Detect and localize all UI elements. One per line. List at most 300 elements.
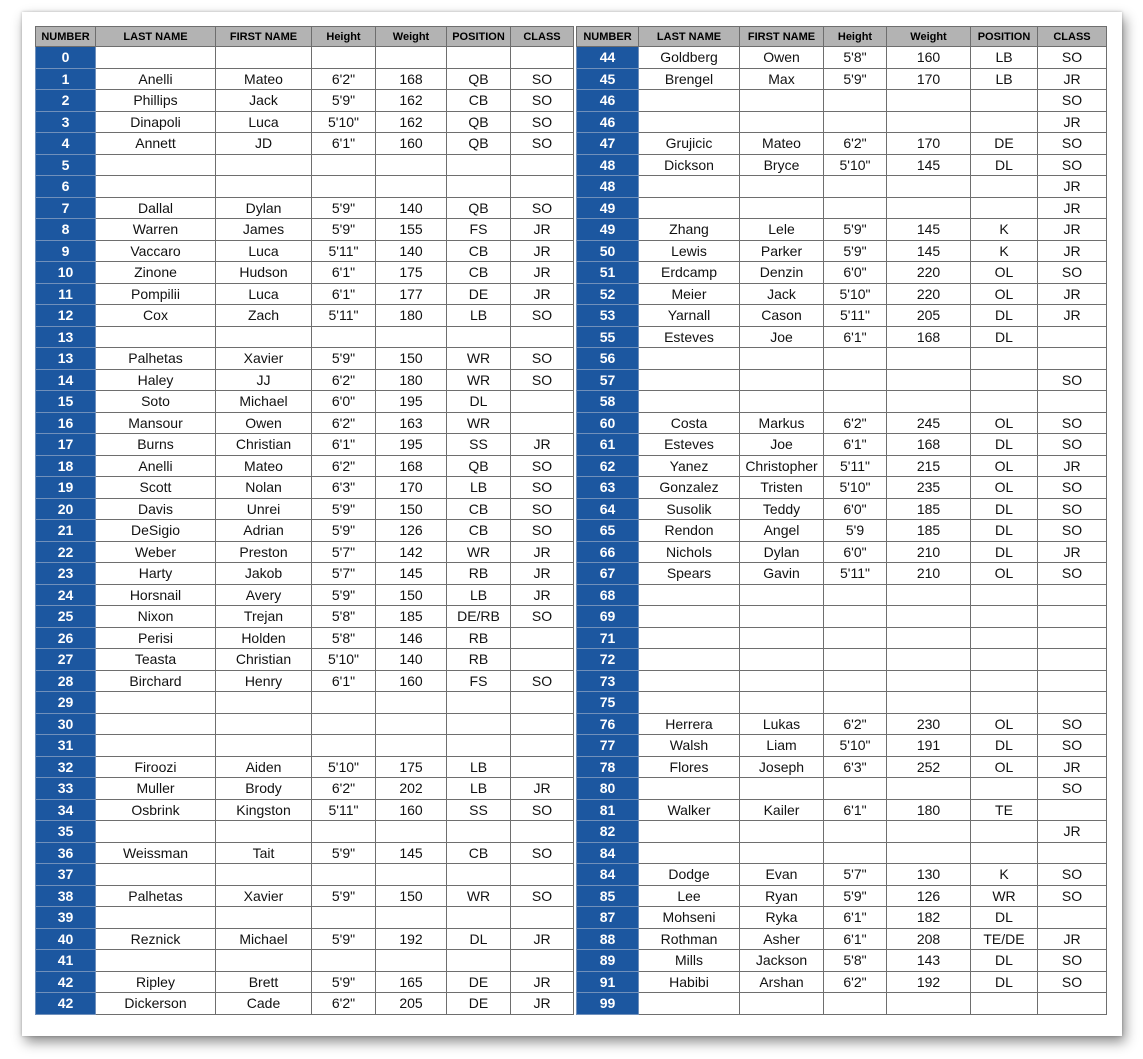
height-cell: 6'0": [312, 391, 376, 413]
first-name-cell: Ryka: [740, 907, 824, 929]
jersey-number-cell: 16: [36, 412, 96, 434]
weight-cell: 160: [376, 799, 447, 821]
position-cell: OL: [971, 262, 1038, 284]
weight-cell: 252: [887, 756, 971, 778]
jersey-number-cell: 31: [36, 735, 96, 757]
player-row: [577, 735, 1107, 757]
first-name-cell: Jack: [740, 283, 824, 305]
first-name-cell: Luca: [216, 240, 312, 262]
position-cell: [971, 391, 1038, 413]
class-cell: [1038, 649, 1107, 671]
position-cell: DL: [971, 434, 1038, 456]
jersey-number-cell: 32: [36, 756, 96, 778]
height-cell: 5'9": [824, 68, 887, 90]
first-name-cell: Adrian: [216, 520, 312, 542]
jersey-number-cell: 4: [36, 133, 96, 155]
header-first-name: FIRST NAME: [216, 27, 312, 47]
weight-cell: 126: [887, 885, 971, 907]
height-cell: 6'1": [824, 434, 887, 456]
jersey-number-cell: 66: [577, 541, 639, 563]
first-name-cell: Tait: [216, 842, 312, 864]
height-cell: 5'7": [312, 563, 376, 585]
class-cell: SO: [511, 477, 574, 499]
class-cell: SO: [1038, 133, 1107, 155]
height-cell: 6'2": [824, 412, 887, 434]
height-cell: 6'1": [312, 670, 376, 692]
class-cell: JR: [511, 584, 574, 606]
jersey-number-cell: 52: [577, 283, 639, 305]
position-cell: DL: [971, 735, 1038, 757]
last-name-cell: [96, 864, 216, 886]
weight-cell: [887, 993, 971, 1015]
class-cell: [1038, 348, 1107, 370]
first-name-cell: [740, 584, 824, 606]
weight-cell: 192: [376, 928, 447, 950]
position-cell: [447, 154, 511, 176]
weight-cell: 130: [887, 864, 971, 886]
position-cell: RB: [447, 563, 511, 585]
jersey-number-cell: 21: [36, 520, 96, 542]
position-cell: RB: [447, 649, 511, 671]
class-cell: SO: [511, 520, 574, 542]
height-cell: 5'8": [824, 47, 887, 69]
height-cell: [312, 176, 376, 198]
last-name-cell: [96, 326, 216, 348]
jersey-number-cell: 49: [577, 197, 639, 219]
header-position: POSITION: [447, 27, 511, 47]
weight-cell: [887, 176, 971, 198]
last-name-cell: Mansour: [96, 412, 216, 434]
class-cell: [1038, 584, 1107, 606]
last-name-cell: Palhetas: [96, 348, 216, 370]
last-name-cell: Weissman: [96, 842, 216, 864]
weight-cell: 126: [376, 520, 447, 542]
last-name-cell: Goldberg: [639, 47, 740, 69]
position-cell: QB: [447, 455, 511, 477]
header-position: POSITION: [971, 27, 1038, 47]
position-cell: QB: [447, 197, 511, 219]
first-name-cell: [740, 391, 824, 413]
class-cell: JR: [511, 928, 574, 950]
weight-cell: 182: [887, 907, 971, 929]
last-name-cell: Rothman: [639, 928, 740, 950]
first-name-cell: Brody: [216, 778, 312, 800]
position-cell: WR: [447, 541, 511, 563]
last-name-cell: Burns: [96, 434, 216, 456]
class-cell: SO: [1038, 477, 1107, 499]
height-cell: 6'2": [824, 713, 887, 735]
weight-cell: 142: [376, 541, 447, 563]
player-row: [577, 305, 1107, 327]
weight-cell: 230: [887, 713, 971, 735]
height-cell: 6'2": [312, 68, 376, 90]
last-name-cell: Flores: [639, 756, 740, 778]
first-name-cell: Xavier: [216, 885, 312, 907]
position-cell: CB: [447, 520, 511, 542]
last-name-cell: [639, 649, 740, 671]
class-cell: JR: [1038, 928, 1107, 950]
first-name-cell: Preston: [216, 541, 312, 563]
weight-cell: [376, 713, 447, 735]
player-row: [577, 111, 1107, 133]
last-name-cell: [96, 154, 216, 176]
height-cell: 6'0": [824, 498, 887, 520]
weight-cell: [887, 197, 971, 219]
position-cell: DL: [971, 305, 1038, 327]
last-name-cell: Herrera: [639, 713, 740, 735]
position-cell: DE: [447, 283, 511, 305]
last-name-cell: Pompilii: [96, 283, 216, 305]
class-cell: SO: [511, 842, 574, 864]
position-cell: FS: [447, 219, 511, 241]
player-row: [577, 348, 1107, 370]
header-row: [577, 27, 1107, 47]
player-row: [36, 649, 574, 671]
height-cell: [824, 348, 887, 370]
first-name-cell: Christian: [216, 434, 312, 456]
jersey-number-cell: 41: [36, 950, 96, 972]
height-cell: [824, 369, 887, 391]
first-name-cell: [740, 348, 824, 370]
jersey-number-cell: 62: [577, 455, 639, 477]
first-name-cell: Unrei: [216, 498, 312, 520]
last-name-cell: [96, 176, 216, 198]
jersey-number-cell: 25: [36, 606, 96, 628]
height-cell: 5'11": [312, 305, 376, 327]
first-name-cell: [216, 326, 312, 348]
position-cell: CB: [447, 842, 511, 864]
weight-cell: [887, 111, 971, 133]
jersey-number-cell: 87: [577, 907, 639, 929]
position-cell: [971, 993, 1038, 1015]
last-name-cell: Firoozi: [96, 756, 216, 778]
jersey-number-cell: 76: [577, 713, 639, 735]
weight-cell: [376, 176, 447, 198]
player-row: [36, 477, 574, 499]
last-name-cell: Lewis: [639, 240, 740, 262]
player-row: [577, 197, 1107, 219]
jersey-number-cell: 50: [577, 240, 639, 262]
player-row: [36, 907, 574, 929]
first-name-cell: [740, 842, 824, 864]
weight-cell: 192: [887, 971, 971, 993]
position-cell: TE: [971, 799, 1038, 821]
jersey-number-cell: 81: [577, 799, 639, 821]
player-row: [577, 283, 1107, 305]
jersey-number-cell: 1: [36, 68, 96, 90]
jersey-number-cell: 68: [577, 584, 639, 606]
first-name-cell: [216, 735, 312, 757]
player-row: [577, 520, 1107, 542]
class-cell: JR: [1038, 219, 1107, 241]
class-cell: JR: [511, 283, 574, 305]
class-cell: [511, 47, 574, 69]
jersey-number-cell: 29: [36, 692, 96, 714]
player-row: [577, 993, 1107, 1015]
weight-cell: [376, 692, 447, 714]
last-name-cell: [639, 369, 740, 391]
class-cell: SO: [1038, 563, 1107, 585]
height-cell: 6'1": [824, 326, 887, 348]
player-row: [577, 68, 1107, 90]
first-name-cell: [216, 950, 312, 972]
player-row: [577, 864, 1107, 886]
class-cell: SO: [1038, 885, 1107, 907]
weight-cell: 175: [376, 262, 447, 284]
position-cell: DL: [971, 950, 1038, 972]
player-row: [577, 477, 1107, 499]
position-cell: OL: [971, 563, 1038, 585]
first-name-cell: Henry: [216, 670, 312, 692]
height-cell: 6'1": [312, 283, 376, 305]
player-row: [577, 133, 1107, 155]
weight-cell: 145: [376, 563, 447, 585]
jersey-number-cell: 38: [36, 885, 96, 907]
height-cell: 6'2": [312, 455, 376, 477]
player-row: [577, 649, 1107, 671]
height-cell: 5'9": [824, 219, 887, 241]
height-cell: 5'9": [312, 219, 376, 241]
weight-cell: 180: [376, 305, 447, 327]
first-name-cell: Bryce: [740, 154, 824, 176]
height-cell: [824, 821, 887, 843]
jersey-number-cell: 56: [577, 348, 639, 370]
position-cell: [971, 778, 1038, 800]
position-cell: LB: [447, 477, 511, 499]
last-name-cell: Dinapoli: [96, 111, 216, 133]
class-cell: [511, 692, 574, 714]
height-cell: 5'9": [312, 885, 376, 907]
position-cell: [447, 864, 511, 886]
player-row: [36, 864, 574, 886]
last-name-cell: Brengel: [639, 68, 740, 90]
last-name-cell: DeSigio: [96, 520, 216, 542]
position-cell: [971, 606, 1038, 628]
player-row: [577, 584, 1107, 606]
position-cell: [971, 197, 1038, 219]
last-name-cell: Grujicic: [639, 133, 740, 155]
first-name-cell: Joe: [740, 326, 824, 348]
position-cell: DL: [971, 971, 1038, 993]
first-name-cell: Luca: [216, 111, 312, 133]
class-cell: [511, 627, 574, 649]
class-cell: SO: [511, 670, 574, 692]
height-cell: [824, 90, 887, 112]
weight-cell: [887, 391, 971, 413]
position-cell: [971, 348, 1038, 370]
position-cell: K: [971, 240, 1038, 262]
jersey-number-cell: 35: [36, 821, 96, 843]
position-cell: LB: [971, 47, 1038, 69]
jersey-number-cell: 78: [577, 756, 639, 778]
height-cell: 5'9": [312, 197, 376, 219]
class-cell: SO: [511, 90, 574, 112]
weight-cell: [376, 154, 447, 176]
weight-cell: [376, 864, 447, 886]
weight-cell: 160: [376, 133, 447, 155]
jersey-number-cell: 28: [36, 670, 96, 692]
jersey-number-cell: 12: [36, 305, 96, 327]
jersey-number-cell: 22: [36, 541, 96, 563]
weight-cell: 245: [887, 412, 971, 434]
last-name-cell: [639, 90, 740, 112]
height-cell: 5'8": [312, 606, 376, 628]
last-name-cell: Scott: [96, 477, 216, 499]
class-cell: SO: [1038, 434, 1107, 456]
jersey-number-cell: 10: [36, 262, 96, 284]
last-name-cell: Cox: [96, 305, 216, 327]
class-cell: JR: [511, 993, 574, 1015]
last-name-cell: Perisi: [96, 627, 216, 649]
position-cell: [447, 326, 511, 348]
player-row: [577, 778, 1107, 800]
height-cell: 6'1": [824, 928, 887, 950]
first-name-cell: Owen: [216, 412, 312, 434]
player-row: [36, 713, 574, 735]
jersey-number-cell: 13: [36, 326, 96, 348]
position-cell: DL: [971, 907, 1038, 929]
player-row: [577, 692, 1107, 714]
player-row: [577, 455, 1107, 477]
last-name-cell: Birchard: [96, 670, 216, 692]
height-cell: 6'2": [312, 993, 376, 1015]
position-cell: OL: [971, 455, 1038, 477]
roster-body-left: [36, 47, 574, 1015]
position-cell: LB: [447, 305, 511, 327]
position-cell: [447, 950, 511, 972]
weight-cell: 162: [376, 111, 447, 133]
height-cell: 6'1": [312, 434, 376, 456]
weight-cell: [887, 606, 971, 628]
height-cell: 5'10": [312, 111, 376, 133]
player-row: [36, 262, 574, 284]
height-cell: [824, 606, 887, 628]
jersey-number-cell: 18: [36, 455, 96, 477]
jersey-number-cell: 6: [36, 176, 96, 198]
class-cell: [511, 391, 574, 413]
position-cell: WR: [447, 369, 511, 391]
height-cell: 5'10": [824, 154, 887, 176]
class-cell: [511, 756, 574, 778]
first-name-cell: Dylan: [216, 197, 312, 219]
player-row: [577, 713, 1107, 735]
jersey-number-cell: 80: [577, 778, 639, 800]
weight-cell: 215: [887, 455, 971, 477]
weight-cell: 170: [376, 477, 447, 499]
height-cell: 5'11": [824, 563, 887, 585]
first-name-cell: [216, 47, 312, 69]
position-cell: [447, 713, 511, 735]
weight-cell: 180: [887, 799, 971, 821]
weight-cell: 160: [376, 670, 447, 692]
class-cell: JR: [1038, 283, 1107, 305]
class-cell: SO: [1038, 154, 1107, 176]
first-name-cell: James: [216, 219, 312, 241]
weight-cell: 210: [887, 563, 971, 585]
jersey-number-cell: 34: [36, 799, 96, 821]
last-name-cell: [639, 606, 740, 628]
position-cell: DL: [971, 326, 1038, 348]
header-weight: Weight: [887, 27, 971, 47]
player-row: [36, 606, 574, 628]
first-name-cell: Mateo: [740, 133, 824, 155]
weight-cell: [376, 47, 447, 69]
class-cell: SO: [1038, 369, 1107, 391]
position-cell: WR: [971, 885, 1038, 907]
roster-body-right: [577, 47, 1107, 1015]
weight-cell: 145: [887, 154, 971, 176]
weight-cell: [376, 821, 447, 843]
header-weight: Weight: [376, 27, 447, 47]
jersey-number-cell: 44: [577, 47, 639, 69]
player-row: [36, 111, 574, 133]
weight-cell: 145: [887, 240, 971, 262]
header-height: Height: [824, 27, 887, 47]
player-row: [577, 627, 1107, 649]
position-cell: RB: [447, 627, 511, 649]
player-row: [36, 455, 574, 477]
header-height: Height: [312, 27, 376, 47]
first-name-cell: Mateo: [216, 68, 312, 90]
jersey-number-cell: 84: [577, 842, 639, 864]
weight-cell: [376, 735, 447, 757]
weight-cell: 162: [376, 90, 447, 112]
jersey-number-cell: 53: [577, 305, 639, 327]
weight-cell: 185: [376, 606, 447, 628]
header-number: NUMBER: [36, 27, 96, 47]
class-cell: SO: [1038, 735, 1107, 757]
player-row: [36, 778, 574, 800]
last-name-cell: Mills: [639, 950, 740, 972]
class-cell: [511, 907, 574, 929]
weight-cell: 220: [887, 262, 971, 284]
weight-cell: 170: [887, 68, 971, 90]
position-cell: [971, 670, 1038, 692]
height-cell: [312, 326, 376, 348]
first-name-cell: [740, 778, 824, 800]
last-name-cell: Osbrink: [96, 799, 216, 821]
last-name-cell: Lee: [639, 885, 740, 907]
jersey-number-cell: 49: [577, 219, 639, 241]
position-cell: [971, 627, 1038, 649]
class-cell: JR: [1038, 821, 1107, 843]
first-name-cell: Evan: [740, 864, 824, 886]
jersey-number-cell: 2: [36, 90, 96, 112]
last-name-cell: [639, 391, 740, 413]
jersey-number-cell: 5: [36, 154, 96, 176]
height-cell: 6'3": [824, 756, 887, 778]
first-name-cell: Denzin: [740, 262, 824, 284]
height-cell: 5'9": [312, 520, 376, 542]
first-name-cell: Michael: [216, 391, 312, 413]
player-row: [577, 47, 1107, 69]
first-name-cell: Aiden: [216, 756, 312, 778]
jersey-number-cell: 65: [577, 520, 639, 542]
position-cell: DE: [971, 133, 1038, 155]
class-cell: [1038, 670, 1107, 692]
last-name-cell: [639, 197, 740, 219]
last-name-cell: [639, 993, 740, 1015]
player-row: [36, 305, 574, 327]
class-cell: [511, 412, 574, 434]
position-cell: DL: [447, 391, 511, 413]
position-cell: [971, 821, 1038, 843]
last-name-cell: [639, 176, 740, 198]
weight-cell: [887, 627, 971, 649]
class-cell: [511, 864, 574, 886]
height-cell: 5'7": [312, 541, 376, 563]
last-name-cell: Dallal: [96, 197, 216, 219]
